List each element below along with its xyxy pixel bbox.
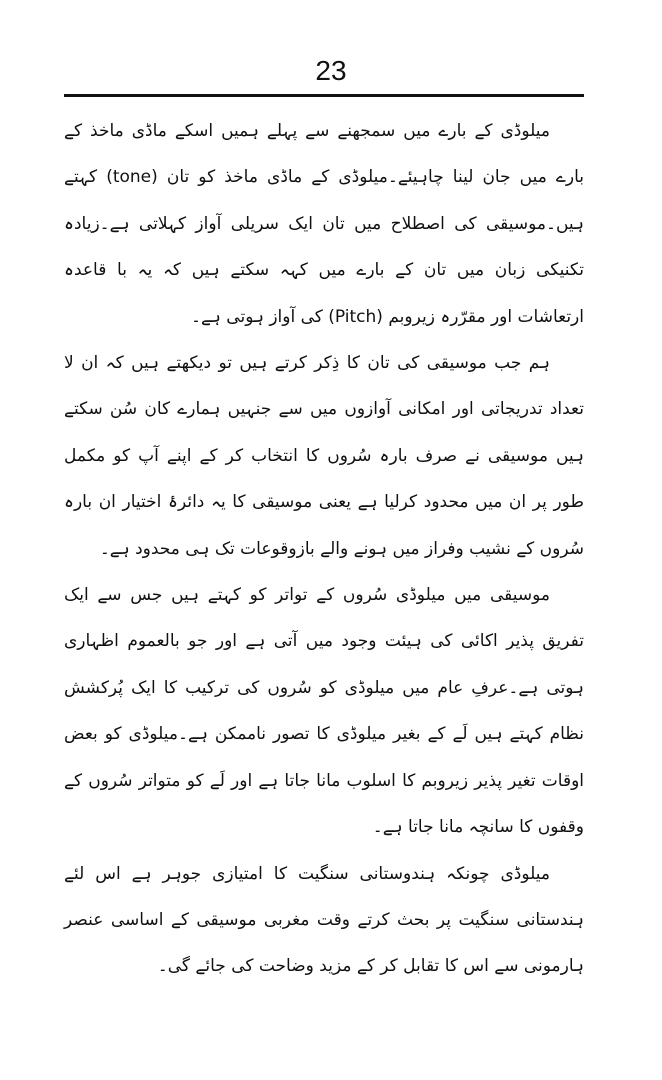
header-rule	[64, 94, 584, 97]
paragraph-1: میلوڈی کے بارے میں سمجھنے سے پہلے ہمیں اسکے ماڈی ماخذ کے بارے میں جان لینا چاہیئے۔میلوڈی کے ماڈی ماخذ کو تان (tone) کہتے ہیں۔موسیقی کی اصطلاح میں تان ایک سریلی آواز کہلاتی ہے۔زیادہ تکنیکی زبان میں تان کے بارے میں کہہ سکتے ہیں کہ یہ با قاعدہ ارتعاشات اور مقرّرہ زیروبم (Pitch) کی آواز ہوتی ہے۔	[64, 121, 584, 327]
paragraph-2: ہم جب موسیقی کی تان کا ذِکر کرتے ہیں تو دیکھتے ہیں کہ ان لا تعداد تدریجاتی اور امکانی آوازوں میں سے جنہیں ہمارے کان سُن سکتے ہیں موسیقی نے صرف بارہ سُروں کا انتخاب کر کے اپنے آپ کو مکمل طور پر ان میں محدود کرلیا ہے یعنی موسیقی کا یہ دائرۂ اختیار ان بارہ سُروں کے نشیب وفراز میں ہونے والے بازوقوعات تک ہی محدود ہے۔	[64, 353, 584, 559]
body-text	[64, 108, 584, 990]
paragraph-4: میلوڈی چونکہ ہندوستانی سنگیت کا امتیازی جوہر ہے اس لئے ہندستانی سنگیت پر بحث کرتے وقت مغربی موسیقی کے اساسی عنصر ہارمونی سے اس کا تقابل کر کے مزید وضاحت کی جائے گی۔	[64, 863, 584, 977]
page-number: 23	[315, 55, 347, 86]
paragraph-3: موسیقی میں میلوڈی سُروں کے تواتر کو کہتے ہیں جس سے ایک تفریق پذیر اکائی کی ہیئت وجود میں آتی ہے اور جو بالعموم اظہاری ہوتی ہے۔عرفِ عام میں میلوڈی کو سُروں کی ترکیب کا ایک پُرکشش نظام کہتے ہیں لَے کے بغیر میلوڈی کا تصور ناممکن ہے۔میلوڈی کو بعض اوقات تغیر پذیر زیروبم کا اسلوب مانا جاتا ہے اور لَے کو متواتر سُروں کے وقفوں کا سانچہ مانا جاتا ہے۔	[64, 585, 584, 838]
